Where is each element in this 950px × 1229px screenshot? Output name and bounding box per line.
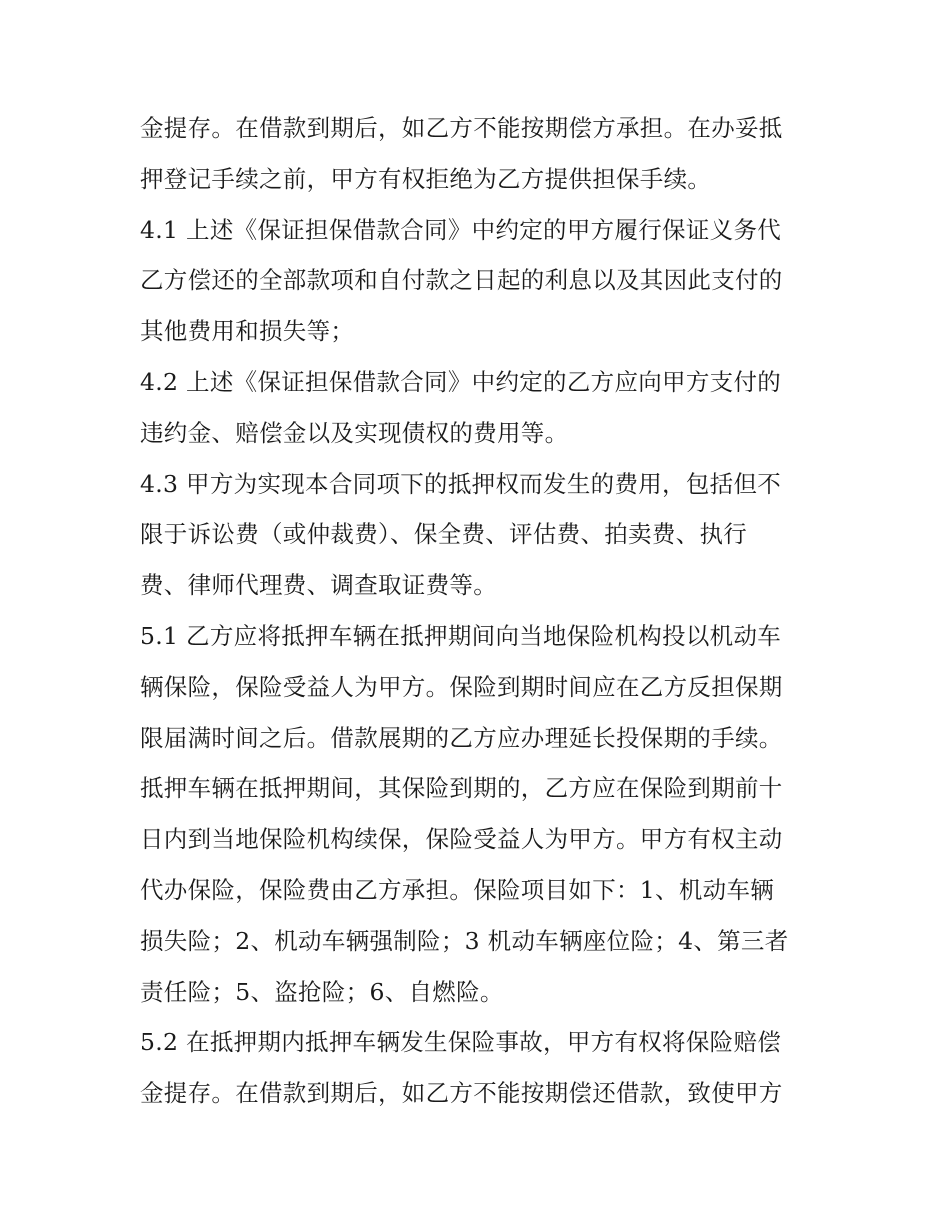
clause-4-3-line-3: 费、律师代理费、调查取证费等。 [140,571,497,600]
clause-4-1-line-3: 其他费用和损失等； [140,317,355,346]
clause-5-2-line-2: 金提存。在借款到期后，如乙方不能按期偿还借款，致使甲方 [140,1079,783,1108]
clause-4-1-line-1: 4.1 上述《保证担保借款合同》中约定的甲方履行保证义务代 [140,215,782,244]
clause-5-1-line-3: 限届满时间之后。借款展期的乙方应办理延长投保期的手续。 [140,723,783,752]
clause-5-1-line-1: 5.1 乙方应将抵押车辆在抵押期间向当地保险机构投以机动车 [140,621,782,650]
clause-4-2-line-1: 4.2 上述《保证担保借款合同》中约定的乙方应向甲方支付的 [140,367,782,396]
clause-5-1-line-5: 日内到当地保险机构续保，保险受益人为甲方。甲方有权主动 [140,825,783,854]
clause-4-1-line-2: 乙方偿还的全部款项和自付款之日起的利息以及其因此支付的 [140,266,783,295]
clause-5-1-line-2: 辆保险，保险受益人为甲方。保险到期时间应在乙方反担保期 [140,672,783,701]
clause-4-3-line-1: 4.3 甲方为实现本合同项下的抵押权而发生的费用，包括但不 [140,469,782,498]
clause-4-2-line-2: 违约金、赔偿金以及实现债权的费用等。 [140,418,569,447]
contract-text-body [140,103,830,1119]
text-line-1: 金提存。在借款到期后，如乙方不能按期偿方承担。在办妥抵 [140,114,783,142]
clause-5-1-line-4: 抵押车辆在抵押期间，其保险到期的，乙方应在保险到期前十 [140,774,783,803]
clause-4-3-line-2: 限于诉讼费（或仲裁费）、保全费、评估费、拍卖费、执行 [140,520,748,549]
clause-5-1-line-6: 代办保险，保险费由乙方承担。保险项目如下：1、机动车辆 [140,875,775,904]
clause-5-1-line-8: 责任险；5、盗抢险；6、自燃险。 [140,977,504,1006]
text-line-2: 押登记手续之前，甲方有权拒绝为乙方提供担保手续。 [140,164,712,193]
clause-5-2-line-1: 5.2 在抵押期内抵押车辆发生保险事故，甲方有权将保险赔偿 [140,1028,782,1057]
clause-5-1-line-7: 损失险；2、机动车辆强制险；3 机动车辆座位险；4、第三者 [140,926,789,955]
